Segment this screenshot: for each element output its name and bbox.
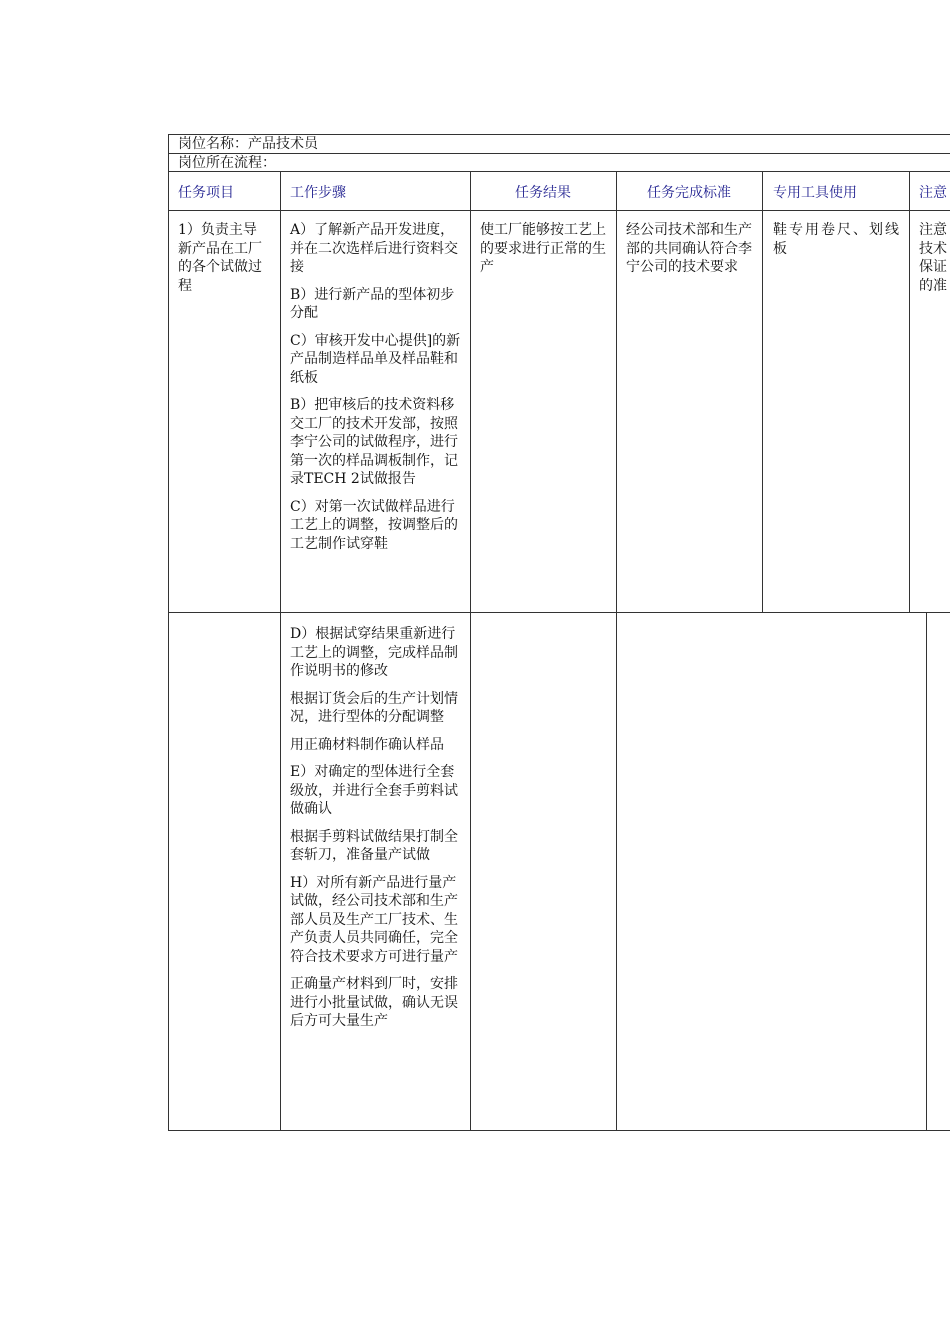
header-completion-standard: 任务完成标准: [647, 185, 731, 201]
column-divider-4: [762, 171, 763, 613]
row1-special-tools: 鞋专用卷尺、划线板: [773, 222, 901, 257]
row1-step-5: C）对第一次试做样品进行工艺上的调整，按调整后的工艺制作试穿鞋: [290, 498, 458, 552]
table-border-header-bottom: [168, 210, 950, 211]
row1-notes: 注意技术保证的准: [919, 222, 947, 294]
row1-step-1: A）了解新产品开发进度，并在二次选样后进行资料交接: [290, 222, 458, 275]
row2-work-steps: [290, 625, 464, 1040]
header-special-tools: 专用工具使用: [773, 185, 857, 201]
row2-step-4: E）对确定的型体进行全套级放，并进行全套手剪料试做确认: [290, 764, 458, 817]
row1-step-3: C）审核开发中心提供]的新产品制造样品单及样品鞋和纸板: [290, 332, 461, 386]
header-task-result: 任务结果: [515, 185, 571, 201]
row1-task-item: 1）负责主导新产品在工厂的各个试做过程: [178, 222, 262, 294]
job-process-line: 岗位所在流程：: [178, 155, 276, 171]
row1-step-2: B）进行新产品的型体初步分配: [290, 286, 455, 321]
column-divider-5: [909, 171, 910, 613]
column-divider-2: [470, 171, 471, 1131]
table-border-header-top: [168, 171, 950, 172]
row2-step-3: 用正确材料制作确认样品: [290, 736, 444, 753]
job-title-line: 岗位名称：产品技术员: [178, 136, 318, 152]
row2-step-6: H）对所有新产品进行量产试做，经公司技术部和生产部人员及生产工厂技术、生产负责人员共同确任，完全符合技术要求方可进行量产: [290, 874, 458, 965]
table-border-left: [168, 134, 169, 1131]
row1-task-result: 使工厂能够按工艺上的要求进行正常的生产: [480, 222, 606, 275]
row2-step-1: D）根据试穿结果重新进行工艺上的调整，完成样品制作说明书的修改: [290, 626, 458, 679]
row2-step-7: 正确量产材料到厂时，安排进行小批量试做，确认无误后方可大量生产: [290, 976, 458, 1029]
table-border-meta: [168, 153, 950, 154]
column-divider-3: [616, 171, 617, 1131]
row1-completion-standard: 经公司技术部和生产部的共同确认符合李宁公司的技术要求: [626, 222, 752, 275]
header-notes: 注意: [919, 185, 947, 201]
row1-step-4: B）把审核后的技术资料移交工厂的技术开发部，按照李宁公司的试做程序，进行第一次的样品调板制作，记录TECH 2试做报告: [290, 397, 458, 487]
column-divider-6-row2: [926, 612, 927, 1131]
header-work-steps: 工作步骤: [290, 185, 346, 201]
row2-step-2: 根据订货会后的生产计划情况，进行型体的分配调整: [290, 690, 458, 725]
column-divider-1: [280, 171, 281, 1131]
table-border-row1-bottom: [168, 612, 950, 613]
header-task-item: 任务项目: [178, 185, 234, 201]
row2-step-5: 根据手剪料试做结果打制全套斩刀，准备量产试做: [290, 828, 458, 863]
row1-work-steps: [290, 221, 464, 562]
table-border-bottom: [168, 1130, 950, 1131]
